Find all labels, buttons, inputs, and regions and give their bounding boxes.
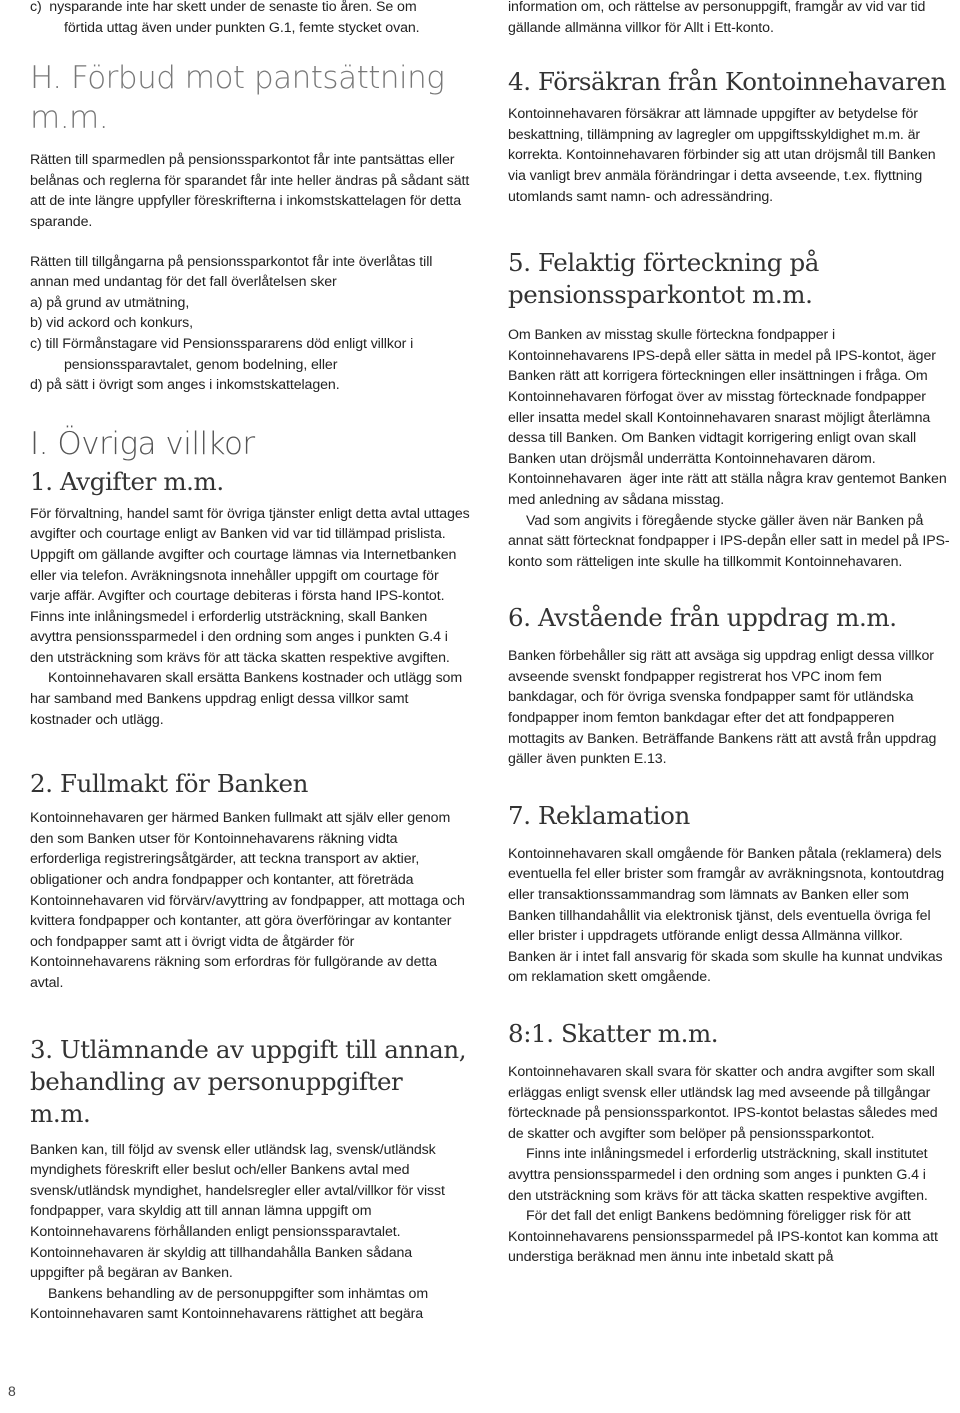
section-1-heading: 1. Avgifter m.m. bbox=[30, 466, 224, 496]
section-h-paragraph-1: Rätten till sparmedlen på pensionssparkontot får inte pantsättas eller belånas och reglerna för sparandet får inte heller ändras på sådant sätt att de inte längre uppfyller föreskrifterna i inkomstskattelagen för detta sparande. bbox=[30, 152, 470, 230]
section-5-paragraph-2: Vad som angivits i föregående stycke gäller även när Banken på annat sätt förtecknat fondpapper i IPS-depån eller satt in medel på IPS-konto som rätteligen inte skulle ha tillkommit Kontoinnehavaren. bbox=[508, 512, 950, 570]
section-i-heading: I. Övriga villkor bbox=[30, 425, 255, 462]
section-6-heading: 6. Avstående från uppdrag m.m. bbox=[508, 603, 897, 633]
section-8-heading: 8:1. Skatter m.m. bbox=[508, 1019, 719, 1048]
list-item: pensionssparavtalet, genom bodelning, eller bbox=[64, 356, 338, 373]
section-4-heading: 4. Försäkran från Kontoinnehavaren bbox=[508, 67, 947, 97]
section-1-paragraph-2: Kontoinnehavaren skall ersätta Bankens kostnader och utlägg som har samband med Bankens uppdrag enligt dessa villkor samt kostnader och utlägg. bbox=[30, 670, 463, 728]
section-7-paragraph: Kontoinnehavaren skall omgående för Banken påtala (reklamera) dels eventuella fel eller brister som framgår av avräkningsnota, kontoutdrag eller transaktionssammandrag som lämnats av Banken eller som Banken tillhandahållit via elektronisk tjänst, dels eventuella övriga fel eller brister i uppdragets utförande enligt dessa Allmänna villkor. Banken är i intet fall ansvarig för skada som skulle ha kunnat undvikas om reklamation skett omgående. bbox=[508, 845, 945, 986]
section-2-paragraph: Kontoinnehavaren ger härmed Banken fullmakt att själv eller genom den som Banken utser för Kontoinnehavarens räkning vidta erforderliga registreringsåtgärder, att teckna transport av aktier, obligationer och andra fondpapper och kontanter, att företräda Kontoinnehavaren vid förvärv/avyttring av fondpapper, att mottaga och kvittera fondpapper och kontanter, att göra överföringar av kontanter och fondpapper samt att i övrigt vidta de åtgärder för Kontoinnehavarens räkning som erfordras för fullgörande av detta avtal. bbox=[30, 810, 465, 991]
left-column bbox=[30, 0, 470, 1325]
section-5-paragraph-1: Om Banken av misstag skulle förteckna fondpapper i Kontoinnehavarens IPS-depå eller sätta in medel på IPS-kontot, äger Banken rätt att korrigera förteckningen eller insättningen i fråga. Om Kontoinnehavaren förfogat över av misstag förtecknade fondpapper eller insatta medel skall Kontoinnehavaren snarast möjligt återlämna dessa till Banken. Om Banken vidtagit korrigering enligt ovan skall Banken utan dröjsmål underrätta Kontoinnehavaren därom. Kontoinnehavaren äger inte rätt att ställa några krav gentemot Banken med anledning av sådana misstag. bbox=[508, 327, 947, 508]
section-6-paragraph: Banken förbehåller sig rätt att avsäga sig uppdrag enligt dessa villkor avseende svenskt fondpapper registrerat hos VPC inom fem bankdagar, och för övriga svenska fondpapper samt för utländska fondpapper inom femton bankdagar efter det att fondpapperen mottagits av Banken. Beträffande Bankens rätt att avstå från uppdrag gäller även punkten E.13. bbox=[508, 648, 937, 768]
section-3-paragraph-1: Banken kan, till följd av svensk eller utländsk lag, svensk/utländsk myndighets föreskrift eller beslut och/eller Bankens avtal med svensk/utländsk myndighet, handelsregler eller avtal/villkor för visst fondpapper, vara skyldig att till annan lämna uppgift om Kontoinnehavarens förhållanden enligt pensionssparavtalet. Kontoinnehavaren är skyldig att tillhandahålla Banken sådana uppgifter på begäran av Banken. bbox=[30, 1141, 445, 1282]
section-5-heading: 5. Felaktig förteckning på pensionssparkontot m.m. bbox=[508, 248, 819, 310]
section-8-paragraph-2: Finns inte inlåningsmedel i erforderlig utsträckning, skall institutet avyttra pensionssparmedel i den ordning som anges i punkten G.4 i den utsträckning som krävs för att täcka skatten respektive avgiften. bbox=[508, 1146, 928, 1204]
list-item: b) vid ackord och konkurs, bbox=[30, 315, 193, 332]
list-item: a) på grund av utmätning, bbox=[30, 294, 190, 311]
section-3-heading: 3. Utlämnande av uppgift till annan, behandling av personuppgifter m.m. bbox=[30, 1034, 467, 1128]
section-4-paragraph: Kontoinnehavaren försäkrar att lämnade uppgifter av betydelse för beskattning, tillämpning av lagregler om uppgiftsskyldighet m.m. är korrekta. Kontoinnehavaren förbinder sig att utan dröjsmål till Banken via vanligt brev anmäla förändringar i detta avseende, t.ex. flyttning utomlands samt namn- och adressändring. bbox=[508, 106, 936, 205]
section-7-heading: 7. Reklamation bbox=[508, 800, 690, 830]
list-item: d) på sätt i övrigt som anges i inkomstskattelagen. bbox=[30, 377, 340, 394]
section-8-paragraph-3: För det fall det enligt Bankens bedömning föreligger risk för att Kontoinnehavarens pensionssparmedel på IPS-kontot kan komma att understiga beräknad men ännu inte inbetald skatt på bbox=[508, 1208, 938, 1266]
list-item: c) till Förmånstagare vid Pensionsspararens död enligt villkor i bbox=[30, 335, 414, 352]
page-number: 8 bbox=[8, 1383, 16, 1399]
section-3-paragraph-2: Bankens behandling av de personuppgifter som inhämtas om Kontoinnehavaren samt Kontoinnehavarens rättighet att begära bbox=[30, 1285, 429, 1323]
section-h-heading: H. Förbud mot pantsättning m.m. bbox=[30, 60, 445, 137]
intro-line-1: c) nysparande inte har skett under de senaste tio åren. Se om bbox=[30, 0, 417, 15]
right-column bbox=[508, 0, 950, 1268]
section-2-heading: 2. Fullmakt för Banken bbox=[30, 769, 308, 799]
right-intro-paragraph: information om, och rättelse av personuppgift, framgår av vid var tid gällande allmänna villkor för Allt i Ett-konto. bbox=[508, 0, 926, 36]
section-8-paragraph-1: Kontoinnehavaren skall svara för skatter och andra avgifter som skall erläggas enligt svensk eller utländsk lag med avseende på tillgångar förtecknade på pensionssparkontot. IPS-kontot belastas således med de skatter och avgifter som belöper på pensionssparkontot. bbox=[508, 1064, 938, 1142]
section-1-paragraph-1: För förvaltning, handel samt för övriga tjänster enligt detta avtal uttages avgifter och courtage enligt av Banken vid var tid tillämpad prislista. Uppgift om gällande avgifter och courtage lämnas via Internetbanken eller via telefon. Avräkningsnota innehåller uppgift om courtage för varje affär. Avgifter och courtage debiteras i första hand IPS-kontot. Finns inte inlåningsmedel i erforderlig utsträckning, skall Banken avyttra pensionssparmedel i den ordning som anges i punkten G.4 i den utsträckning som krävs för att täcka skatten respektive avgiften. bbox=[30, 505, 470, 666]
section-h-paragraph-2: Rätten till tillgångarna på pensionssparkontot får inte överlåtas till annan med undantag för det fall överlåtelsen sker bbox=[30, 253, 433, 291]
intro-line-2: förtida uttag även under punkten G.1, femte stycket ovan. bbox=[64, 19, 420, 36]
